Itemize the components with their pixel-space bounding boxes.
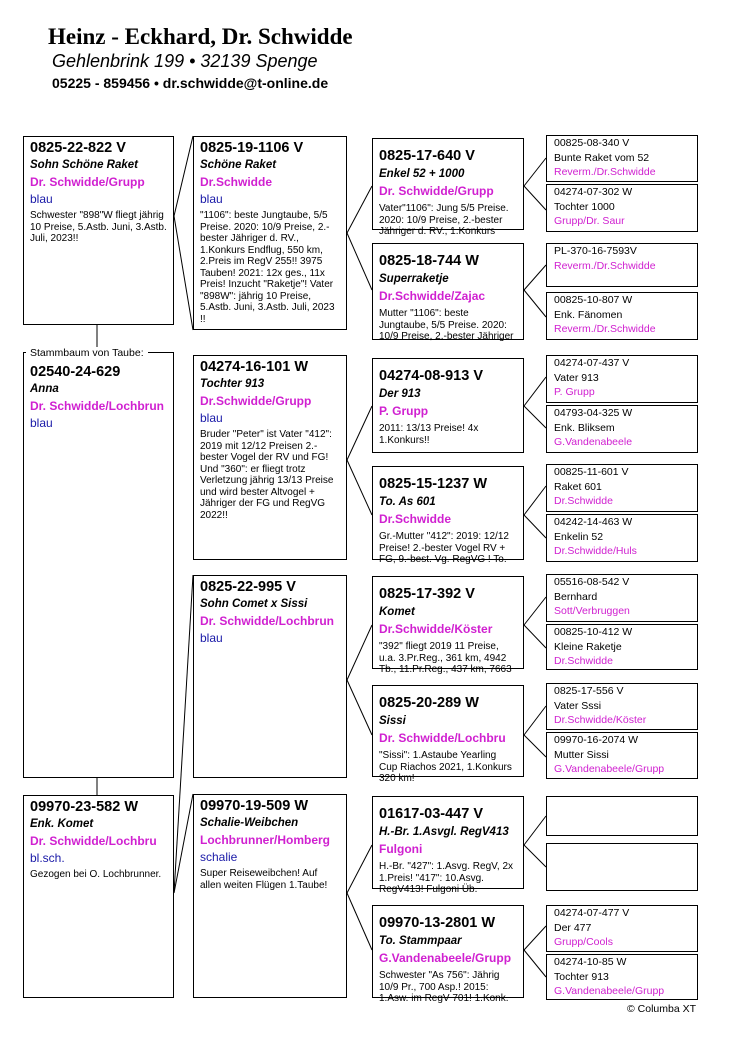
pigeon-card-gen3 <box>372 466 524 565</box>
ring-number: 04793-04-325 W <box>554 407 633 419</box>
pigeon-owner: Dr.Schwidde <box>554 495 613 507</box>
ring-number: 09970-23-582 W <box>30 799 139 815</box>
pedigree-title-label: Stammbaum von Taube: <box>26 347 148 359</box>
pigeon-name: Superraketje <box>379 273 449 285</box>
pigeon-name: Vater Sssi <box>554 699 602 712</box>
ring-number: 04274-08-913 V <box>379 368 483 384</box>
pigeon-color: schalie <box>200 850 238 864</box>
pigeon-color: blau <box>30 192 53 206</box>
ring-number: 0825-20-289 W <box>379 695 479 711</box>
pigeon-name: Enk. Bliksem <box>554 421 615 434</box>
ring-number: 05516-08-542 V <box>554 576 630 588</box>
pigeon-name: Tochter 913 <box>200 378 265 390</box>
pigeon-card-gen4 <box>546 355 698 403</box>
pigeon-card-gen4 <box>546 954 698 1000</box>
ring-number: 0825-17-556 V <box>554 685 624 697</box>
pigeon-card-gen4 <box>546 683 698 730</box>
pigeon-name: Tochter 913 <box>554 970 609 983</box>
pigeon-notes: Schwester "As 756": Jährig 10/9 Pr., 700 Asp.! 2015: 1.Asw. im RegV 701! 1.Konk. <box>379 970 509 1004</box>
pigeon-owner: P. Grupp <box>379 404 429 418</box>
pigeon-card-subject <box>23 352 174 778</box>
pigeon-card-gen3 <box>372 685 524 784</box>
pigeon-owner: Fulgoni <box>379 842 423 856</box>
pigeon-name: Schalie-Weibchen <box>200 817 299 829</box>
pigeon-color: blau <box>200 411 223 425</box>
pigeon-owner: Dr. Schwidde/Grupp <box>30 175 145 189</box>
pigeon-card-gen4 <box>546 135 698 182</box>
pigeon-owner: Dr.Schwidde <box>379 512 452 526</box>
ring-number: 09970-16-2074 W <box>554 734 639 746</box>
pigeon-owner: Dr. Schwidde/Lochbrun <box>200 614 335 628</box>
pigeon-card-gen4 <box>546 514 698 562</box>
pigeon-name: Der 913 <box>379 388 421 400</box>
breeder-name: Heinz - Eckhard, Dr. Schwidde <box>48 24 353 49</box>
pigeon-card-gen4 <box>546 905 698 952</box>
pigeon-name: Sohn Comet x Sissi <box>200 598 308 610</box>
ring-number: 04274-07-477 V <box>554 907 630 919</box>
pigeon-owner: G.Vandenabeele <box>554 436 633 448</box>
ring-number: 02540-24-629 <box>30 364 121 380</box>
pigeon-owner: Dr.Schwidde/Zajac <box>379 289 486 303</box>
pigeon-owner: Dr.Schwidde/Köster <box>554 714 647 726</box>
pigeon-name: Kleine Raketje <box>554 640 622 653</box>
pigeon-notes: Bruder "Peter" ist Vater "412": 2019 mit 12/12 Preisen 2.-bester Vogel der RV und FG! Und "360": er fliegt trotz Verletzung jährig 13/13 Preise und wird bester Altvogel + Jähriger der FG und RegVG 2022!! <box>200 429 334 521</box>
pigeon-card-gen4 <box>546 405 698 453</box>
pigeon-name: Komet <box>379 606 415 618</box>
pigeon-owner: G.Vandenabeele/Grupp <box>554 985 665 997</box>
pigeon-card-gen3 <box>372 358 524 453</box>
pigeon-card-gen3 <box>372 138 524 237</box>
pigeon-name: Enkelin 52 <box>554 530 604 543</box>
ring-number: 0825-19-1106 V <box>200 140 304 156</box>
ring-number: 00825-11-601 V <box>554 466 629 478</box>
pigeon-name: H.-Br. 1.Asvgl. RegV413 <box>379 826 509 838</box>
ring-number: 00825-10-807 W <box>554 294 633 306</box>
pigeon-owner: Dr.Schwidde <box>200 175 273 189</box>
pigeon-name: Mutter Sissi <box>554 748 609 761</box>
pigeon-card-gen4 <box>546 732 698 779</box>
pigeon-owner: Dr. Schwidde/Lochbru <box>379 731 506 745</box>
pigeon-owner: G.Vandenabeele/Grupp <box>554 763 665 775</box>
pigeon-name: Der 477 <box>554 921 592 934</box>
pigeon-name: Sissi <box>379 715 406 727</box>
pigeon-notes: H.-Br. "427": 1.Asvg. RegV, 2x 1.Preis! "417": 10.Asvg. RegV413! Fulgoni Üb. <box>379 861 514 895</box>
pigeon-owner: Grupp/Cools <box>554 936 613 948</box>
ring-number: 0825-17-640 V <box>379 148 475 164</box>
ring-number: 04274-10-85 W <box>554 956 627 968</box>
pigeon-name: Enk. Fänomen <box>554 308 623 321</box>
pigeon-owner: Dr.Schwidde/Huls <box>554 545 637 557</box>
ring-number: 04274-07-437 V <box>554 357 630 369</box>
pigeon-notes: Super Reiseweibchen! Auf allen weiten Flügen 1.Taube! <box>200 868 328 891</box>
ring-number: 00825-10-412 W <box>554 626 633 638</box>
ring-number: 04242-14-463 W <box>554 516 633 528</box>
pigeon-color: bl.sch. <box>30 851 65 865</box>
pigeon-name: Sohn Schöne Raket <box>30 159 138 171</box>
pigeon-notes: "1106": beste Jungtaube, 5/5 Preise. 2020: 10/9 Preise, 2.-bester Jähriger d. RV., 1.Konkurs Endflug, 550 km, 2.Preis im RegV 255!! 3975 Tauben! 2021: 12x ges., 11x Preis! Inzucht "Raketje"! Vater "898W": jährig 10 Preise, 5.Astb. Juni, 3.Astb. Juli, 2023 !! <box>200 210 335 325</box>
pigeon-card-gen4-empty <box>546 796 698 836</box>
ring-number: 04274-07-302 W <box>554 186 633 198</box>
pigeon-notes: "392" fliegt 2019 11 Preise, u.a. 3.Pr.Reg., 361 km, 4942 Tb., 11.Pr.Reg., 437 km, 7663 <box>379 641 512 675</box>
pigeon-name: Vater 913 <box>554 371 599 384</box>
pigeon-color: blau <box>30 416 53 430</box>
pigeon-notes: Gr.-Mutter "412": 2019: 12/12 Preise! 2.-bester Vogel RV + FG, 9.-best. Vg. RegVG ! To. <box>379 531 509 565</box>
pigeon-owner: Reverm./Dr.Schwidde <box>554 323 656 335</box>
ring-number: 0825-15-1237 W <box>379 476 488 492</box>
ring-number: PL-370-16-7593V <box>554 245 637 257</box>
pigeon-card-gen4 <box>546 292 698 340</box>
ring-number: 01617-03-447 V <box>379 806 483 822</box>
pigeon-notes: "Sissi": 1.Astaube Yearling Cup Riachos 2021, 1.Konkurs 320 km! <box>379 750 512 784</box>
pigeon-notes: Gezogen bei O. Lochbrunner. <box>30 869 162 880</box>
pigeon-name: To. Stammpaar <box>379 935 462 947</box>
pigeon-name: Raket 601 <box>554 480 602 493</box>
pigeon-card-sire-dam <box>193 355 347 560</box>
pigeon-card-dam-sire <box>193 575 347 778</box>
pigeon-name: Enk. Komet <box>30 818 94 830</box>
ring-number: 0825-22-995 V <box>200 579 296 595</box>
pigeon-card-gen4-empty <box>546 843 698 891</box>
ring-number: 0825-17-392 V <box>379 586 475 602</box>
pigeon-card-sire <box>23 136 174 325</box>
pigeon-name: Schöne Raket <box>200 159 277 171</box>
pigeon-card-gen3 <box>372 905 524 1004</box>
pigeon-notes: 2011: 13/13 Preise! 4x 1.Konkurs!! <box>379 423 479 446</box>
pigeon-owner: Dr.Schwidde <box>554 655 613 667</box>
pigeon-card-gen4 <box>546 184 698 232</box>
pigeon-owner: G.Vandenabeele/Grupp <box>379 951 512 965</box>
pigeon-notes: Vater"1106": Jung 5/5 Preise. 2020: 10/9 Preise, 2.-bester Jähriger d. RV., 1.Konkurs <box>379 203 509 237</box>
pigeon-card-gen3 <box>372 243 524 340</box>
pigeon-card-sire-sire <box>193 136 347 330</box>
breeder-address: Gehlenbrink 199 • 32139 Spenge <box>52 51 318 71</box>
pigeon-owner: Dr. Schwidde/Lochbru <box>30 834 157 848</box>
pigeon-card-dam-dam <box>193 794 347 998</box>
pigeon-card-dam <box>23 795 174 998</box>
ring-number: 00825-08-340 V <box>554 137 630 149</box>
pigeon-card-gen4 <box>546 243 698 287</box>
pigeon-card-gen4 <box>546 574 698 622</box>
pigeon-owner: P. Grupp <box>554 386 595 398</box>
ring-number: 0825-18-744 W <box>379 253 479 269</box>
pigeon-color: blau <box>200 631 223 645</box>
pigeon-owner: Dr. Schwidde/Grupp <box>379 184 494 198</box>
copyright-footer: © Columba XT <box>627 1003 697 1015</box>
pigeon-name: Anna <box>30 383 59 395</box>
pigeon-owner: Sott/Verbruggen <box>554 605 630 617</box>
pigeon-owner: Grupp/Dr. Saur <box>554 215 625 227</box>
pigeon-name: Bernhard <box>554 590 598 603</box>
ring-number: 04274-16-101 W <box>200 359 309 375</box>
ring-number: 0825-22-822 V <box>30 140 126 156</box>
ring-number: 09970-13-2801 W <box>379 915 496 931</box>
pigeon-name: Bunte Raket vom 52 <box>554 151 650 164</box>
pigeon-color: blau <box>200 192 223 206</box>
breeder-contact: 05225 - 859456 • dr.schwidde@t-online.de <box>52 75 329 91</box>
ring-number: 09970-19-509 W <box>200 798 309 814</box>
pigeon-card-gen4 <box>546 464 698 512</box>
pigeon-owner: Dr.Schwidde/Köster <box>379 622 493 636</box>
pigeon-name: Enkel 52 + 1000 <box>379 168 465 180</box>
pigeon-card-gen3 <box>372 796 524 895</box>
pigeon-owner: Reverm./Dr.Schwidde <box>554 166 656 178</box>
pigeon-name: To. As 601 <box>379 496 436 508</box>
pigeon-card-gen3 <box>372 576 524 675</box>
pigeon-owner: Dr.Schwidde/Grupp <box>200 394 312 408</box>
pigeon-notes: Schwester "898"W fliegt jährig 10 Preise, 5.Astb. Juni, 3.Astb. Juli, 2023!! <box>30 210 167 244</box>
pigeon-notes: Mutter "1106": beste Jungtaube, 5/5 Preise. 2020: 10/9 Preise, 2.-bester Jähriger <box>379 308 514 342</box>
pigeon-owner: Reverm./Dr.Schwidde <box>554 259 656 272</box>
pigeon-name: Tochter 1000 <box>554 200 615 213</box>
pigeon-card-gen4 <box>546 624 698 670</box>
pigeon-owner: Dr. Schwidde/Lochbrun <box>30 399 165 413</box>
pigeon-owner: Lochbrunner/Homberg <box>200 833 331 847</box>
